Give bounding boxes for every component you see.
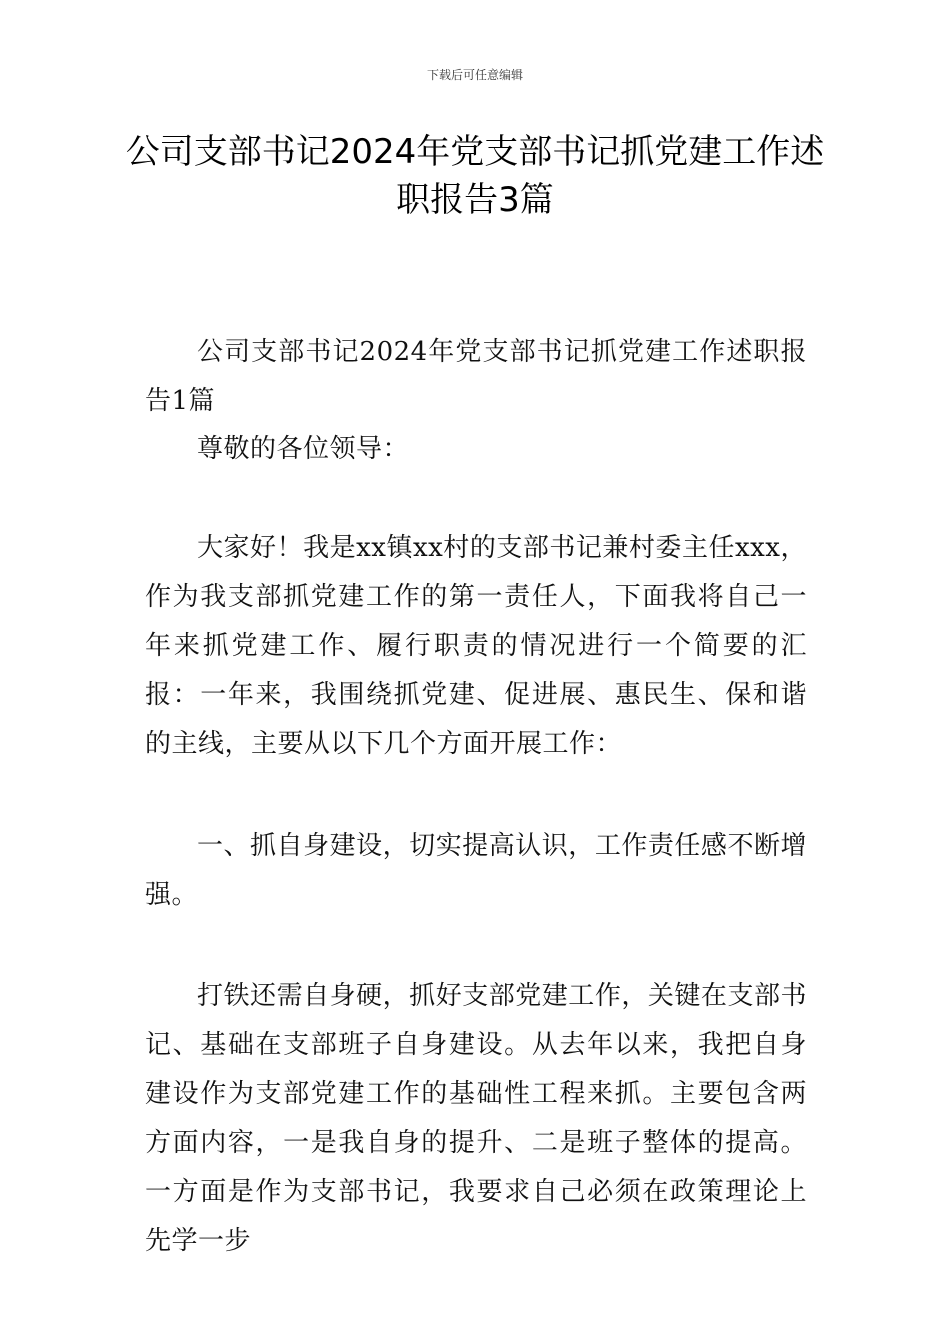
paragraph-salutation: 尊敬的各位领导： [197,434,410,464]
paragraph-body-1: 打铁还需自身硬，抓好支部党建工作，关键在支部书记、基础在支部班子自身建设。从去年以来，我把自身建设作为支部党建工作的基础性工程来抓。主要包含两方面内容，一是我自身的提升、二是班子整体的提高。一方面是作为支部书记，我要求自己必须在政策理论上先学一步 [145,981,807,1256]
header-note: 下载后可任意编辑 [426,68,523,82]
paragraph-intro: 大家好！我是xx镇xx村的支部书记兼村委主任xxx，作为我支部抓党建工作的第一责任人，下面我将自己一年来抓党建工作、履行职责的情况进行一个简要的汇报：一年来，我围绕抓党建、促进展、惠民生、保和谐的主线，主要从以下几个方面开展工作： [145,533,807,759]
paragraph-subtitle: 公司支部书记2024年党支部书记抓党建工作述职报告1篇 [145,337,807,416]
section-heading-1: 一、抓自身建设，切实提高认识，工作责任感不断增强。 [145,831,807,910]
document-title: 公司支部书记2024年党支部书记抓党建工作述职报告3篇 [125,132,825,220]
